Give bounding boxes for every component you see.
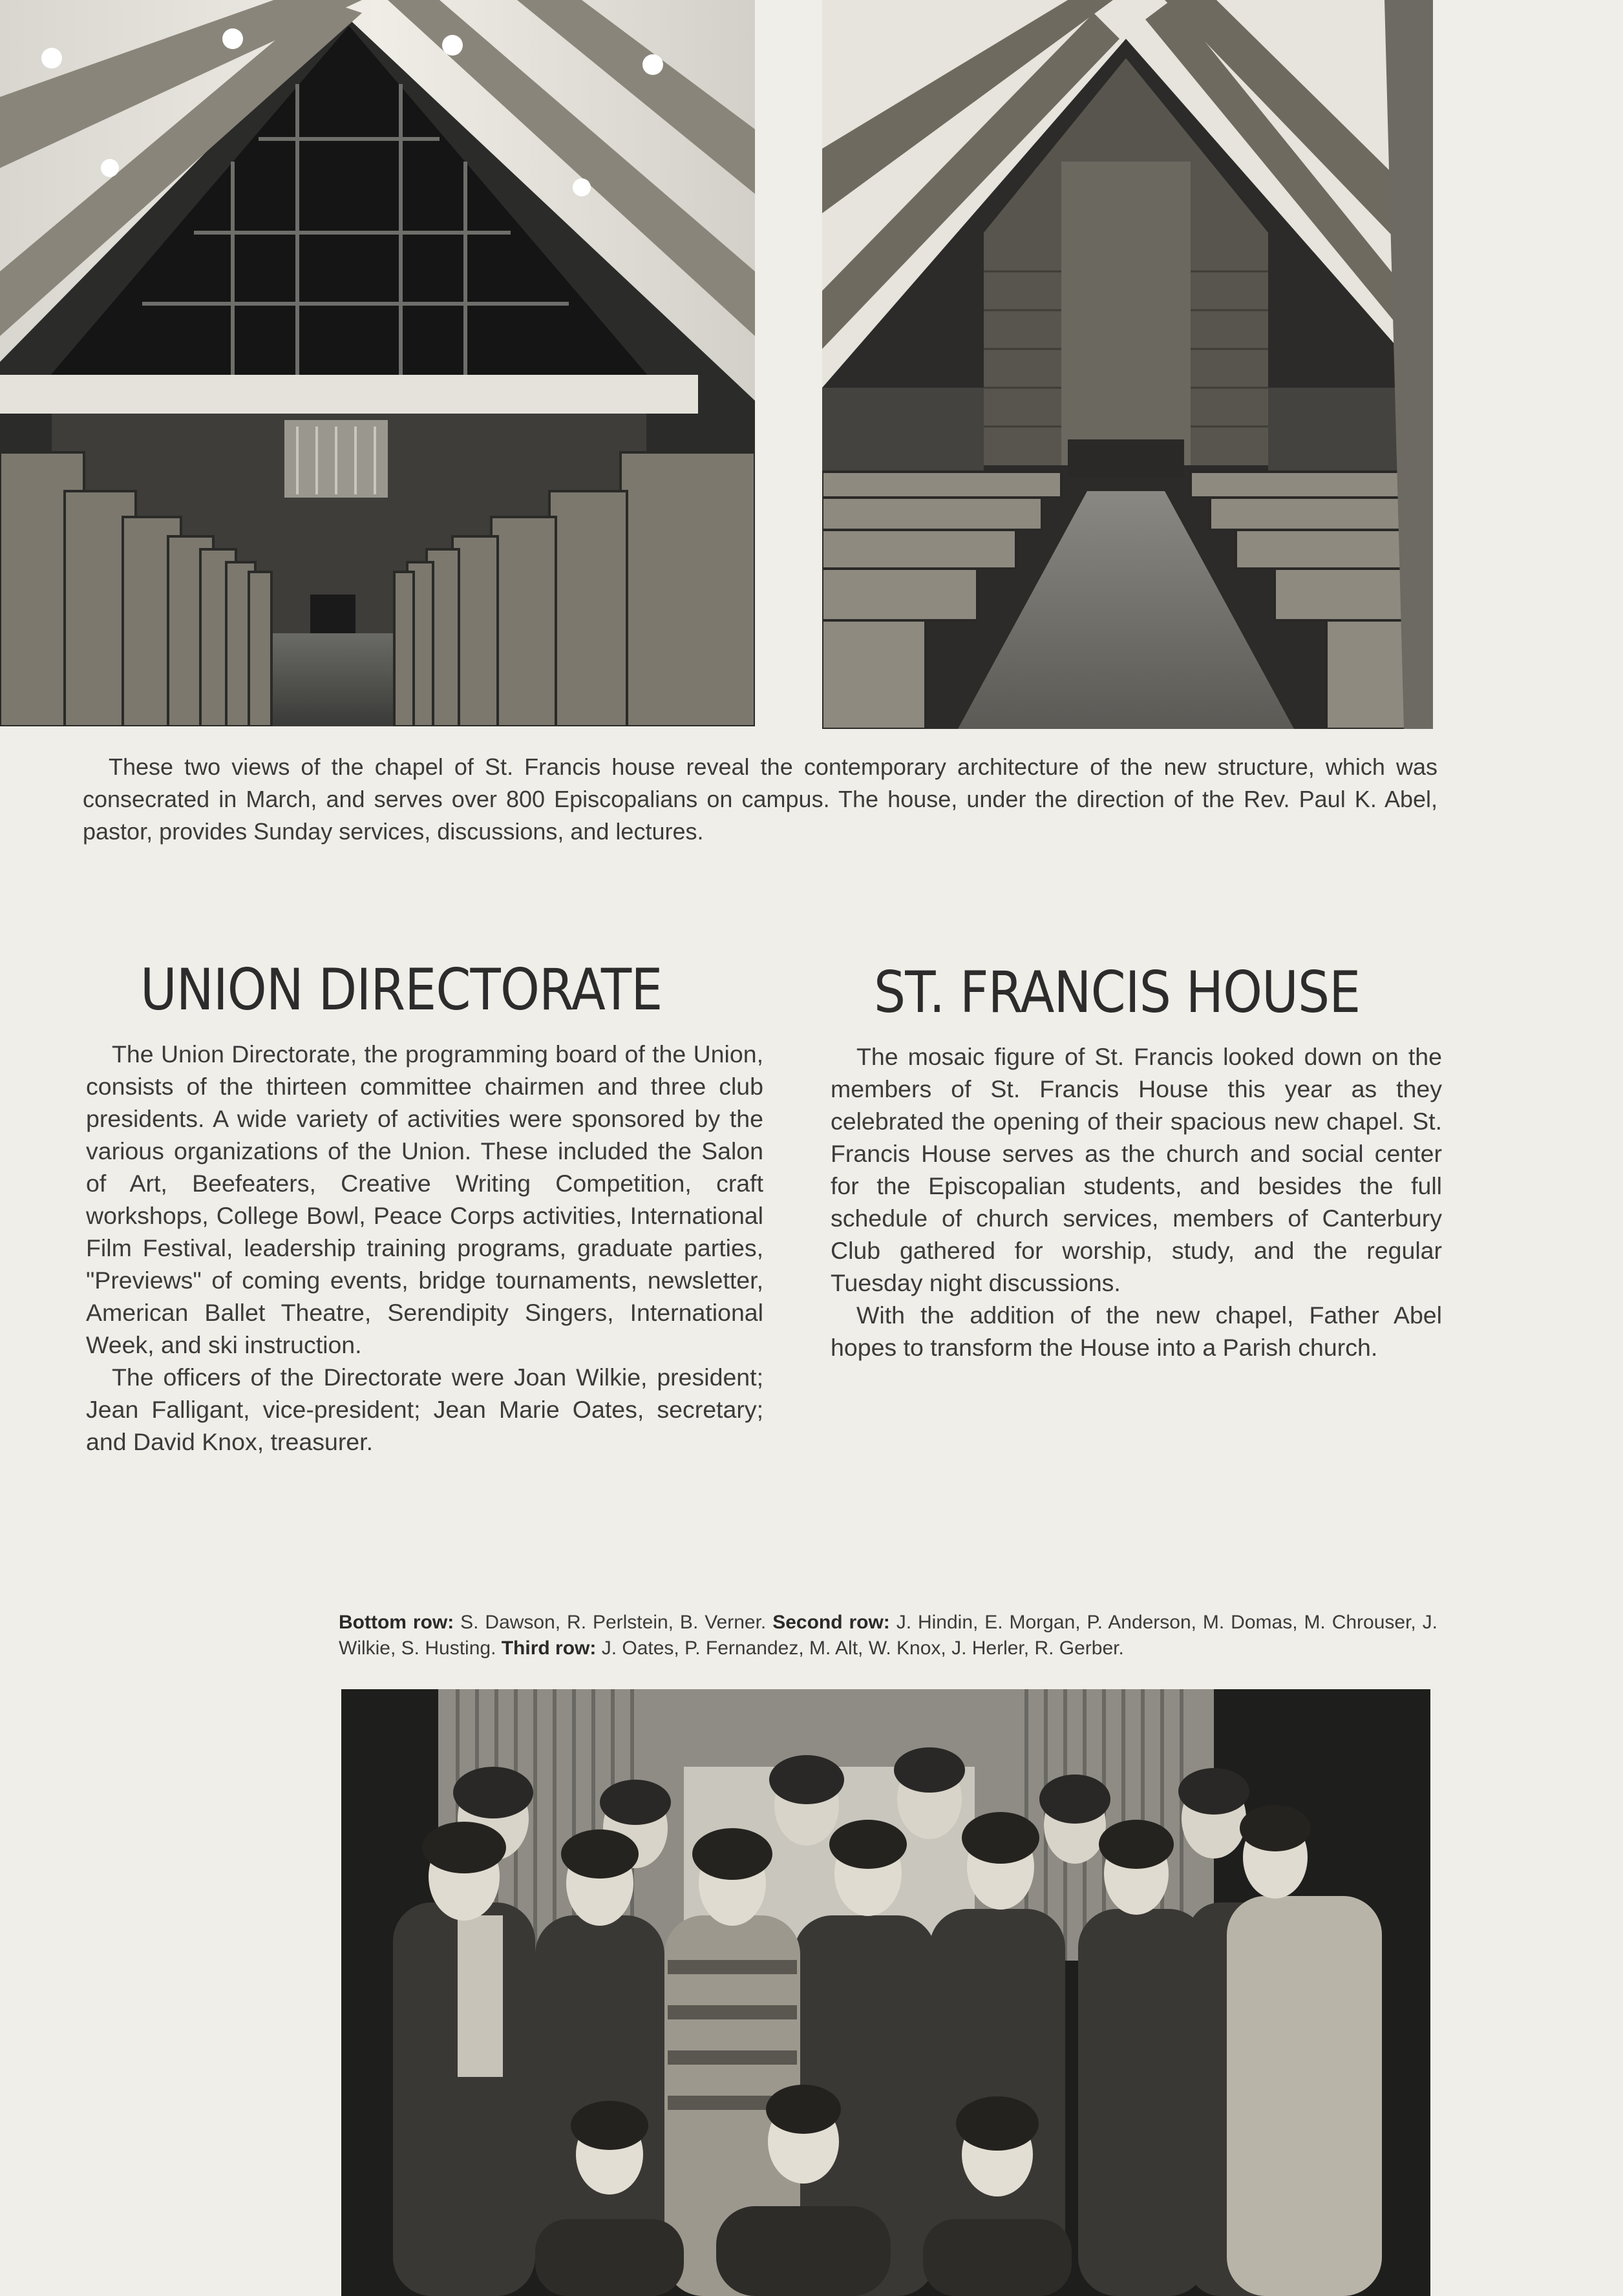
chapel-photo-left bbox=[0, 0, 755, 726]
union-paragraph-1: The Union Directorate, the programming board of the Union, consists of the thirteen committee chairmen and three club presidents. A wide variety of activities were sponsored by the various organizations of the Union. These included the Salon of Art, Beefeaters, Creative Writing Competition, craft workshops, College Bowl, Peace Corps activities, International Film Festival, leadership training programs, graduate parties, "Previews" of coming events, bridge tournaments, newsletter, American Ballet Theatre, Serendipity Singers, International Week, and ski instruction. bbox=[86, 1040, 763, 1358]
bottom-row-names: S. Dawson, R. Perlstein, B. Verner. bbox=[454, 1612, 773, 1633]
chapel-photos-caption: These two views of the chapel of St. Francis house reveal the contemporary architecture of the new structure, which was consecrated in March, and serves over 800 Episcopalians on campus. The house, under the direction of the Rev. Paul K. Abel, pastor, provides Sunday services, discussions, and lectures. bbox=[83, 753, 1437, 845]
group-photo bbox=[341, 1689, 1430, 2296]
union-paragraph-2: The officers of the Directorate were Joan Wilkie, president; Jean Falligant, vice-president; Jean Marie Oates, secretary; and David Knox, treasurer. bbox=[86, 1364, 763, 1455]
group-photo-caption bbox=[339, 1610, 1437, 1661]
third-row-label: Third row: bbox=[501, 1638, 597, 1659]
third-row-names: J. Oates, P. Fernandez, M. Alt, W. Knox, J. Herler, R. Gerber. bbox=[596, 1638, 1124, 1659]
union-directorate-heading: UNION DIRECTORATE bbox=[140, 956, 663, 1023]
francis-paragraph-2: With the addition of the new chapel, Father Abel hopes to transform the House into a Parish church. bbox=[831, 1301, 1442, 1361]
st-francis-house-heading: ST. FRANCIS HOUSE bbox=[874, 959, 1361, 1026]
chapel-interior-stone-wall-photo bbox=[822, 0, 1433, 729]
francis-paragraph-1: The mosaic figure of St. Francis looked down on the members of St. Francis House this year as they celebrated the opening of their spacious new chapel. St. Francis House serves as the church and social center for the Episcopalian students, and besides the full schedule of church services, members of Canterbury Club gathered for worship, study, and the regular Tuesday night discussions. bbox=[831, 1043, 1442, 1296]
union-directorate-text bbox=[86, 1038, 763, 1458]
second-row-label: Second row: bbox=[772, 1612, 890, 1633]
chapel-photo-right bbox=[822, 0, 1433, 729]
group-portrait-photo bbox=[341, 1689, 1430, 2296]
chapel-interior-window-photo bbox=[0, 0, 755, 726]
st-francis-house-text bbox=[831, 1040, 1442, 1364]
second-row-names: J. Hindin, E. Morgan, P. Anderson, M. Domas, M. Chrouser, J. Wilkie, S. Husting. bbox=[339, 1612, 1438, 1659]
bottom-row-label: Bottom row: bbox=[339, 1612, 454, 1633]
